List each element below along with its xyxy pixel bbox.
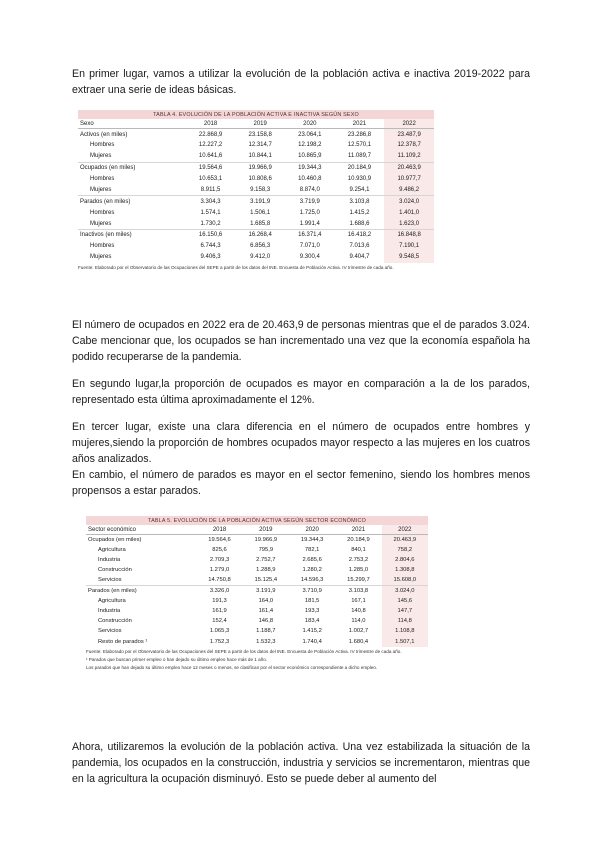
table-cell: 12.198,2 (298, 142, 322, 149)
table-cell: 3.191,9 (243, 586, 289, 596)
row-label: Agricultura (98, 546, 126, 553)
table-cell: 3.024,0 (384, 196, 434, 207)
table-cell: 1.506,1 (250, 209, 271, 216)
table-cell: 147,7 (382, 606, 428, 616)
table-cell: 9.548,5 (384, 252, 434, 263)
paragraph-text: En segundo lugar,la proporción de ocupados es mayor en comparación a la de los parados, representado esta última aproximadamente el 12%. (72, 378, 530, 406)
table-cell: 183,4 (304, 618, 320, 625)
table-cell: 1.280,2 (302, 567, 322, 574)
table-row (78, 207, 434, 218)
table-title: TABLA 5. EVOLUCIÓN DE LA POBLACIÓN ACTIVA SEGÚN SECTOR ECONÓMICO (86, 516, 428, 525)
table-cell: 20.184,9 (335, 535, 381, 545)
table-cell: 758,2 (382, 545, 428, 555)
table-cell: 10.653,1 (198, 176, 223, 183)
table-row (86, 535, 428, 545)
table-cell: 1.740,4 (302, 638, 322, 645)
table-cell: 1.725,0 (299, 209, 320, 216)
paragraph-text: En cambio, el número de parados es mayor en el sector femenino, siendo los hombres menos propensos a estar parados. (72, 469, 530, 497)
table-cell: 161,9 (212, 608, 227, 615)
table-row (86, 596, 428, 606)
row-label: Parados (en miles) (78, 196, 186, 207)
table-footnote-1: ¹ Parados que buscan primer empleo o han dejado su último empleo hace más de 1 año. (86, 656, 268, 662)
table-row (78, 218, 434, 229)
table-cell: 14.750,8 (208, 577, 231, 584)
row-label: Hombres (90, 142, 115, 149)
row-label: Hombres (90, 176, 115, 183)
table-row (78, 252, 434, 263)
table-cell: 193,3 (304, 608, 320, 615)
column-header: 2021 (335, 119, 385, 129)
table-cell: 16.371,4 (285, 229, 335, 240)
table-cell: 3.191,9 (235, 196, 285, 207)
table-cell: 6.856,3 (250, 243, 271, 250)
table-cell: 16.150,6 (186, 229, 236, 240)
column-header: Sexo (78, 119, 186, 129)
table-cell: 10.641,6 (198, 153, 223, 160)
table-cell: 7.013,6 (349, 243, 370, 250)
table-row (86, 626, 428, 636)
table-cell: 16.848,8 (384, 229, 434, 240)
row-label: Agricultura (98, 597, 126, 604)
row-label: Industria (98, 557, 121, 564)
column-header: 2022 (384, 119, 434, 129)
table-cell: 19.966,9 (235, 162, 285, 173)
table-cell: 22.868,9 (186, 129, 236, 140)
table-cell: 3.024,0 (382, 586, 428, 596)
column-header: 2022 (382, 525, 428, 535)
table-cell: 20.184,9 (335, 162, 385, 173)
table-cell: 9.158,3 (250, 186, 271, 193)
column-header: 2018 (196, 525, 242, 535)
row-label: Construcción (98, 567, 132, 574)
table-cell: 12.378,7 (384, 140, 434, 151)
table-cell: 19.344,3 (285, 162, 335, 173)
table-cell: 14.596,3 (300, 577, 324, 584)
row-label: Inactivos (en miles) (78, 229, 186, 240)
paragraph-text: Ahora, utilizaremos la evolución de la población activa. Una vez estabilizada la situación de la pandemia, los ocupados en la construcción, industria y servicios se incrementaron, mientras que en la agricultura la ocupación disminuyó. Esto se puede deber al aumento del (72, 741, 530, 785)
row-label: Mujeres (90, 186, 112, 193)
row-label: Hombres (90, 243, 115, 250)
paragraph-text: El número de ocupados en 2022 era de 20.463,9 de personas mientras que el de parados 3.024. Cabe mencionar que, los ocupados se han incrementado una vez que la economía española ha podido recuperarse de la pandemia. (72, 319, 530, 363)
table-cell: 19.564,6 (196, 535, 242, 545)
table-cell: 191,3 (212, 597, 227, 604)
column-header: 2020 (285, 119, 335, 129)
table-row (86, 555, 428, 565)
table-cell: 152,4 (212, 618, 227, 625)
table-poblacion-activa-sexo (78, 110, 434, 271)
table-cell: 164,0 (258, 597, 274, 604)
table-cell: 1.730,2 (200, 220, 221, 227)
table-row (78, 196, 434, 207)
paragraph-text: En tercer lugar, existe una clara diferencia en el número de ocupados entre hombres y mujeres,siendo la proporción de hombres ocupados mayor respecto a las mujeres en los cuatros años analizados. (72, 421, 530, 465)
table-cell: 1.279,0 (209, 567, 230, 574)
table-cell: 1.065,3 (209, 628, 230, 635)
table-cell: 1.415,2 (349, 209, 370, 216)
table-row (86, 545, 428, 555)
table-cell: 10.977,7 (384, 173, 434, 184)
row-label: Industria (98, 608, 121, 615)
table-cell: 7.190,1 (384, 241, 434, 252)
paragraph-parados-femenino (72, 467, 530, 499)
table-cell: 2.685,6 (302, 557, 322, 564)
table-source-note: Fuente: Elaborado por el Observatorio de las Ocupaciones del SEPE a partir de los datos del INE. Encuesta de Población Activa. IV trimestre de cada año. (78, 264, 394, 270)
intro-paragraph (72, 66, 530, 98)
table-cell: 140,8 (351, 608, 366, 615)
table-cell: 181,5 (304, 597, 320, 604)
table-row (86, 637, 428, 647)
table-cell: 12.314,7 (248, 142, 272, 149)
table-cell: 19.344,3 (289, 535, 335, 545)
table-row (86, 586, 428, 596)
table-cell: 6.744,3 (200, 243, 221, 250)
table-cell: 145,6 (382, 596, 428, 606)
row-label: Mujeres (90, 254, 112, 261)
table-row (78, 173, 434, 184)
table-cell: 1.285,0 (348, 567, 369, 574)
table-cell: 1.401,0 (384, 207, 434, 218)
table-poblacion-activa-sector (86, 516, 428, 671)
row-label: Parados (en miles) (86, 586, 196, 596)
table-cell: 10.460,8 (298, 176, 322, 183)
table-cell: 3.326,0 (196, 586, 242, 596)
table-row (86, 616, 428, 626)
table-cell: 825,6 (212, 546, 227, 553)
row-label: Servicios (98, 577, 122, 584)
table-cell: 8.911,5 (200, 186, 221, 193)
table-cell: 167,1 (351, 597, 366, 604)
table-cell: 10.844,1 (248, 153, 272, 160)
table-cell: 3.304,3 (186, 196, 236, 207)
table-cell: 2.709,3 (209, 557, 230, 564)
table-source-note: Fuente: Elaborado por el Observatorio de las Ocupaciones del SEPE a partir de los datos del INE. Encuesta de Población Activa. IV trimestre de cada año. (86, 648, 402, 654)
table-title: TABLA 4. EVOLUCIÓN DE LA POBLACIÓN ACTIVA E INACTIVA SEGÚN SEXO (78, 110, 434, 119)
column-header: 2019 (235, 119, 285, 129)
table-cell: 19.966,9 (243, 535, 289, 545)
column-header: 2018 (186, 119, 236, 129)
table-cell: 840,1 (351, 546, 366, 553)
paragraph-sector-economico (72, 739, 530, 787)
table-row (78, 241, 434, 252)
table-cell: 15.299,7 (347, 577, 370, 584)
table-cell: 10.865,9 (298, 153, 322, 160)
table-cell: 114,8 (382, 616, 428, 626)
table-cell: 1.623,0 (384, 218, 434, 229)
table-cell: 2.804,6 (382, 555, 428, 565)
table-cell: 1.574,1 (200, 209, 221, 216)
table-cell: 3.710,9 (289, 586, 335, 596)
row-label: Activos (en miles) (78, 129, 186, 140)
row-label: Construcción (98, 618, 132, 625)
table-row (78, 185, 434, 196)
table-cell: 11.089,7 (348, 153, 371, 160)
table-cell: 1.188,7 (256, 628, 276, 635)
table-cell: 3.103,8 (335, 586, 381, 596)
column-header: 2021 (335, 525, 381, 535)
data-table (78, 119, 434, 263)
paragraph-ocupados-2022 (72, 317, 530, 365)
table-cell: 16.418,2 (335, 229, 385, 240)
row-label: Mujeres (90, 220, 112, 227)
table-row (78, 140, 434, 151)
table-cell: 782,1 (304, 546, 320, 553)
table-row (86, 606, 428, 616)
row-label: Ocupados (en miles) (78, 162, 186, 173)
table-cell: 1.415,2 (302, 628, 322, 635)
table-cell: 8.874,0 (299, 186, 320, 193)
table-cell: 1.288,9 (256, 567, 276, 574)
table-row (78, 162, 434, 173)
table-cell: 1.108,8 (382, 626, 428, 636)
row-label: Resto de parados ¹ (98, 638, 148, 645)
table-cell: 10.808,6 (248, 176, 272, 183)
table-row (86, 565, 428, 575)
table-cell: 1.532,3 (256, 638, 276, 645)
column-header: 2019 (243, 525, 289, 535)
table-cell: 15.608,0 (382, 575, 428, 585)
row-label: Ocupados (en miles) (86, 535, 196, 545)
table-cell: 795,9 (258, 546, 274, 553)
column-header: 2020 (289, 525, 335, 535)
table-cell: 2.752,7 (256, 557, 276, 564)
table-cell: 23.286,8 (335, 129, 385, 140)
table-cell: 1.752,3 (209, 638, 230, 645)
table-cell: 114,0 (351, 618, 366, 625)
data-table (86, 525, 428, 647)
table-row (78, 151, 434, 162)
intro-text: En primer lugar, vamos a utilizar la evolución de la población activa e inactiva 2019-2022 para extraer una serie de ideas básicas. (72, 68, 530, 96)
table-cell: 9.412,0 (250, 254, 271, 261)
row-label: Hombres (90, 209, 115, 216)
table-row (86, 575, 428, 585)
table-cell: 23.064,1 (285, 129, 335, 140)
table-cell: 15.125,4 (254, 577, 278, 584)
table-cell: 3.103,8 (335, 196, 385, 207)
row-label: Servicios (98, 628, 122, 635)
table-cell: 1.685,8 (250, 220, 271, 227)
table-cell: 7.071,0 (299, 243, 320, 250)
table-cell: 161,4 (258, 608, 274, 615)
table-cell: 146,8 (258, 618, 274, 625)
table-cell: 23.158,8 (235, 129, 285, 140)
table-cell: 1.507,1 (382, 637, 428, 647)
table-cell: 12.570,1 (347, 142, 372, 149)
table-cell: 9.300,4 (299, 254, 320, 261)
table-cell: 20.463,9 (384, 162, 434, 173)
table-cell: 19.564,6 (186, 162, 236, 173)
table-cell: 9.254,1 (349, 186, 370, 193)
table-cell: 9.406,3 (200, 254, 221, 261)
table-cell: 11.109,2 (384, 151, 434, 162)
table-row (78, 229, 434, 240)
table-cell: 1.688,6 (349, 220, 370, 227)
table-cell: 23.487,9 (384, 129, 434, 140)
table-cell: 1.002,7 (348, 628, 369, 635)
table-cell: 1.308,8 (382, 565, 428, 575)
table-cell: 1.680,4 (348, 638, 369, 645)
table-cell: 3.719,9 (285, 196, 335, 207)
table-cell: 9.404,7 (349, 254, 370, 261)
row-label: Mujeres (90, 153, 112, 160)
table-cell: 2.753,2 (348, 557, 369, 564)
table-cell: 1.991,4 (299, 220, 320, 227)
table-cell: 16.268,4 (235, 229, 285, 240)
column-header: Sector económico (86, 525, 196, 535)
paragraph-diferencia-sexo (72, 419, 530, 467)
table-cell: 10.930,9 (347, 176, 372, 183)
paragraph-proporcion (72, 376, 530, 408)
table-cell: 20.463,9 (382, 535, 428, 545)
table-footnote-2: Los parados que han dejado su último empleo hace 12 meses o menos, se clasifican por el sector económico correspondiente a dicho empleo. (86, 664, 378, 670)
table-row (78, 129, 434, 140)
table-cell: 12.227,2 (198, 142, 223, 149)
table-cell: 9.486,2 (384, 185, 434, 196)
